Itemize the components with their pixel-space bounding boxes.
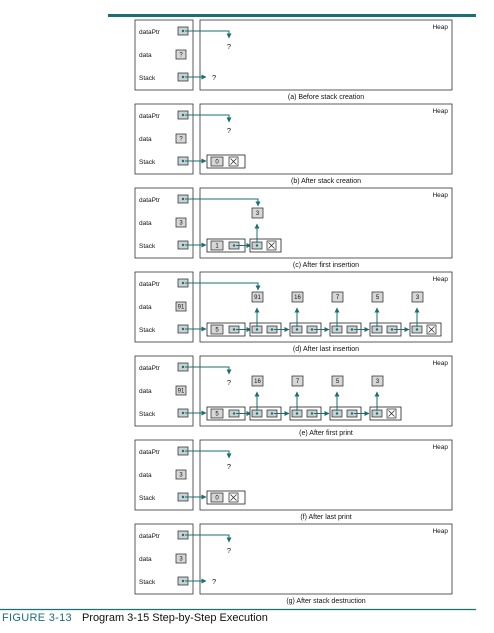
- panel-caption: (d) After last insertion: [292, 346, 360, 353]
- figure-caption: [2, 612, 268, 624]
- heap-data-box-text: 5: [335, 379, 340, 386]
- data-label: data: [139, 388, 152, 395]
- heap-data-box-text: 3: [415, 295, 420, 302]
- pointer-origin: [351, 412, 353, 414]
- data-value-box-text: ?: [179, 136, 183, 143]
- pointer-origin: [182, 30, 184, 32]
- stack-count-box-text: 0: [215, 159, 219, 166]
- pointer-origin: [182, 244, 184, 246]
- panels: [135, 20, 452, 605]
- heap-label: Heap: [432, 444, 448, 451]
- unknown-marker: ?: [212, 577, 217, 586]
- pointer-origin: [271, 328, 273, 330]
- data-label: data: [139, 52, 152, 59]
- pointer-origin: [296, 412, 298, 414]
- dataptr-label: dataPtr: [139, 113, 160, 120]
- pointer-origin: [182, 534, 184, 536]
- dataptr-label: dataPtr: [139, 533, 160, 540]
- stack-label: Stack: [139, 495, 156, 502]
- pointer-origin: [271, 412, 273, 414]
- data-label: data: [139, 556, 152, 563]
- panel-caption: (a) Before stack creation: [287, 94, 365, 101]
- unknown-marker: ?: [226, 378, 232, 387]
- pointer-origin: [233, 328, 235, 330]
- unknown-marker: ?: [226, 546, 232, 555]
- pointer-origin: [182, 160, 184, 162]
- panel-caption: (f) After last print: [300, 514, 352, 521]
- dataptr-label: dataPtr: [139, 365, 160, 372]
- stack-count-box-text: 0: [215, 495, 219, 502]
- stack-label: Stack: [139, 411, 156, 418]
- heap-label: Heap: [432, 528, 448, 535]
- data-value-box-text: 3: [179, 556, 183, 563]
- unknown-marker: ?: [212, 73, 217, 82]
- heap-data-box-text: 7: [335, 295, 340, 302]
- pointer-origin: [182, 76, 184, 78]
- heap-label: Heap: [432, 108, 448, 115]
- stack-count-box-text: 1: [215, 243, 219, 250]
- dataptr-label: dataPtr: [139, 449, 160, 456]
- dataptr-label: dataPtr: [139, 29, 160, 36]
- panel-d: [135, 272, 452, 353]
- pointer-origin: [376, 328, 378, 330]
- pointer-origin: [182, 496, 184, 498]
- pointer-origin: [182, 450, 184, 452]
- stack-label: Stack: [139, 75, 156, 82]
- heap-box: [200, 20, 452, 90]
- figure-title: Program 3-15 Step-by-Step Execution: [81, 612, 268, 624]
- heap-data-box-text: 5: [375, 295, 380, 302]
- pointer-origin: [182, 282, 184, 284]
- pointer-origin: [376, 412, 378, 414]
- stack-label: Stack: [139, 243, 156, 250]
- panel-e: [135, 356, 452, 437]
- pointer-origin: [256, 244, 258, 246]
- stack-label: Stack: [139, 327, 156, 334]
- heap-data-box-text: 16: [294, 295, 301, 302]
- pointer-origin: [182, 366, 184, 368]
- pointer-origin: [351, 328, 353, 330]
- panel-g: [135, 524, 452, 605]
- panel-a: [135, 20, 452, 101]
- pointer-origin: [182, 198, 184, 200]
- data-value-box-text: 91: [177, 388, 185, 395]
- pointer-origin: [182, 328, 184, 330]
- heap-box: [200, 524, 452, 594]
- heap-data-box-text: 16: [254, 379, 261, 386]
- pointer-origin: [296, 328, 298, 330]
- pointer-origin: [182, 114, 184, 116]
- panel-c: [135, 188, 452, 269]
- pointer-origin: [233, 244, 235, 246]
- data-label: data: [139, 136, 152, 143]
- panel-caption: (c) After first insertion: [292, 262, 360, 269]
- pointer-origin: [416, 328, 418, 330]
- heap-label: Heap: [432, 24, 448, 31]
- panel-caption: (g) After stack destruction: [286, 598, 366, 605]
- stack-count-box-text: 5: [215, 327, 219, 334]
- dataptr-label: dataPtr: [139, 281, 160, 288]
- panel-caption: (e) After first print: [299, 430, 353, 437]
- panel-b: [135, 104, 452, 185]
- stack-count-box-text: 5: [215, 411, 219, 418]
- panel-f: [135, 440, 452, 521]
- unknown-marker: ?: [226, 126, 232, 135]
- pointer-origin: [391, 328, 393, 330]
- dataptr-label: dataPtr: [139, 197, 160, 204]
- data-value-box-text: 3: [179, 472, 183, 479]
- pointer-origin: [336, 412, 338, 414]
- heap-label: Heap: [432, 192, 448, 199]
- pointer-origin: [182, 412, 184, 414]
- pointer-origin: [311, 328, 313, 330]
- pointer-origin: [336, 328, 338, 330]
- pointer-origin: [182, 580, 184, 582]
- data-label: data: [139, 472, 152, 479]
- heap-data-box-text: 3: [255, 211, 260, 218]
- heap-label: Heap: [432, 276, 448, 283]
- unknown-marker: ?: [226, 42, 232, 51]
- heap-data-box-text: 3: [375, 379, 380, 386]
- panel-caption: (b) After stack creation: [290, 178, 362, 185]
- data-label: data: [139, 220, 152, 227]
- data-value-box-text: 3: [179, 220, 183, 227]
- heap-data-box-text: 7: [295, 379, 300, 386]
- data-value-box-text: ?: [179, 52, 183, 59]
- heap-label: Heap: [432, 360, 448, 367]
- stack-label: Stack: [139, 579, 156, 586]
- data-label: data: [139, 304, 152, 311]
- data-value-box-text: 91: [177, 304, 185, 311]
- pointer-origin: [311, 412, 313, 414]
- stack-label: Stack: [139, 159, 156, 166]
- figure-number: FIGURE 3-13: [2, 612, 72, 624]
- heap-data-box-text: 91: [254, 295, 261, 302]
- pointer-origin: [233, 412, 235, 414]
- unknown-marker: ?: [226, 462, 232, 471]
- pointer-origin: [256, 412, 258, 414]
- pointer-origin: [256, 328, 258, 330]
